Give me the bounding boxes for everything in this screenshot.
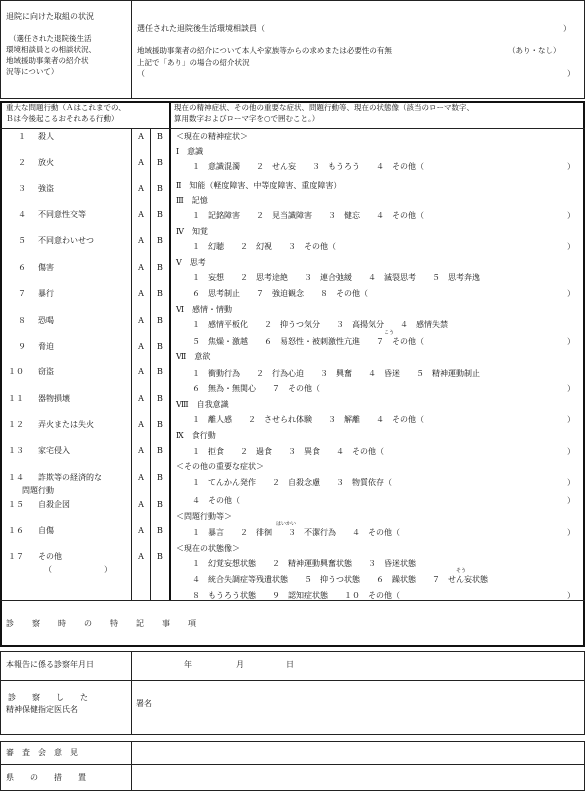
- behavior-number: １３: [8, 446, 24, 455]
- symptom-line[interactable]: １ 感情平板化 ２ 抑うつ気分 ３ 高揚気分 ４ 感情失禁: [176, 320, 448, 329]
- option-b[interactable]: B: [157, 394, 163, 403]
- symptom-line[interactable]: １ てんかん発作 ２ 自殺念慮 ３ 物質依存（: [176, 478, 392, 487]
- doctor-row-bottom: [0, 734, 585, 735]
- behavior-number: １０: [8, 367, 24, 376]
- option-b[interactable]: B: [157, 420, 163, 429]
- behavior-number: １１: [8, 394, 24, 403]
- notes-top: [0, 600, 585, 601]
- symptom-close-paren: ）: [567, 496, 575, 505]
- discharge-title: 退院に向けた取組の状況: [6, 12, 94, 21]
- date-row-top: [0, 651, 585, 652]
- option-b[interactable]: B: [157, 184, 163, 193]
- option-a[interactable]: A: [138, 473, 144, 482]
- ruby-annotation: はいかい: [276, 521, 297, 527]
- behavior-label: 放火: [38, 158, 54, 167]
- symptom-line[interactable]: ＜問題行動等＞: [176, 512, 232, 521]
- option-b[interactable]: B: [157, 132, 163, 141]
- behavior-label: 不同意性交等: [38, 210, 86, 219]
- option-a[interactable]: A: [138, 289, 144, 298]
- behavior-number: ３: [18, 184, 26, 193]
- symptom-line[interactable]: １ 拒食 ２ 過食 ３ 異食 ４ その他（: [176, 447, 384, 456]
- behavior-number: １: [18, 132, 26, 141]
- review-left-border: [0, 741, 1, 790]
- option-a[interactable]: A: [138, 394, 144, 403]
- symptom-close-paren: ）: [567, 591, 575, 600]
- behavior-number: １２: [8, 420, 24, 429]
- symptom-close-paren: ）: [567, 211, 575, 220]
- top-left-border: [0, 0, 1, 98]
- behavior-number: ９: [18, 342, 26, 351]
- ruby-annotation: そう: [456, 568, 467, 574]
- behavior-label: 詐欺等の経済的な: [38, 473, 102, 482]
- exam-day[interactable]: 日: [286, 660, 294, 669]
- symptom-line[interactable]: ６ 無為・無関心 ７ その他（: [176, 384, 320, 393]
- symptom-line[interactable]: ５ 焦燥・激越 ６ 易怒性・被刺激性亢進 ７ その他（: [176, 337, 424, 346]
- option-b[interactable]: B: [157, 316, 163, 325]
- symptom-line[interactable]: １ 妄想 ２ 思考途絶 ３ 連合弛緩 ４ 滅裂思考 ５ 思考奔逸: [176, 273, 480, 282]
- exam-month[interactable]: 月: [236, 660, 244, 669]
- symptom-line[interactable]: １ 記銘障害 ２ 見当識障害 ３ 健忘 ４ その他（: [176, 211, 424, 220]
- symptom-line[interactable]: １ 幻聴 ２ 幻視 ３ その他（: [176, 242, 336, 251]
- option-b[interactable]: B: [157, 236, 163, 245]
- a-col-left: [131, 128, 132, 600]
- counselor-label: 選任された退院後生活環境相談員（: [137, 24, 265, 33]
- symptom-close-paren: ）: [567, 384, 575, 393]
- behavior-header-line: Ｂは今後起こるおそれある行動）: [6, 114, 119, 123]
- discharge-note-line: 況等について）: [6, 67, 59, 76]
- option-a[interactable]: A: [138, 420, 144, 429]
- behavior-label-continued: 問題行動: [22, 486, 54, 495]
- behavior-label: 自傷: [38, 526, 54, 535]
- referral-status-label: 上記で「あり」の場合の紹介状況: [137, 58, 250, 67]
- discharge-note-line: （選任された退院後生活: [9, 34, 92, 43]
- option-b[interactable]: B: [157, 473, 163, 482]
- lower-divider: [131, 651, 132, 734]
- other-paren-close: ）: [104, 565, 112, 574]
- a-col-right: [150, 128, 151, 600]
- symptom-line[interactable]: Ⅰ 意識: [176, 147, 204, 156]
- behavior-label: 窃盗: [38, 367, 54, 376]
- behavior-number: ５: [18, 236, 26, 245]
- behavior-header-line: 重大な問題行動（Ａはこれまでの、: [6, 103, 126, 112]
- symptom-line[interactable]: ＜その他の重要な症状＞: [176, 462, 264, 471]
- behavior-label: 自殺企図: [38, 500, 70, 509]
- mid-bottom-border: [0, 645, 585, 647]
- prefecture-measure-label: 県 の 措 置: [6, 773, 86, 782]
- option-a[interactable]: A: [138, 316, 144, 325]
- behavior-number: １６: [8, 526, 24, 535]
- behavior-label: 暴行: [38, 289, 54, 298]
- mid-divider: [169, 101, 171, 601]
- behavior-number: ８: [18, 316, 26, 325]
- ruby-annotation: こう: [384, 330, 395, 336]
- doctor-label-line2: 精神保健指定医氏名: [6, 705, 78, 714]
- review-top: [0, 741, 585, 742]
- symptom-line[interactable]: Ⅳ 知覚: [176, 227, 208, 236]
- behavior-label: その他: [38, 552, 62, 561]
- symptom-header-line: 現在の精神症状、その他の重要な症状、問題行動等、現在の状態像（該当のローマ数字、: [174, 103, 474, 112]
- symptom-close-paren: ）: [567, 528, 575, 537]
- symptom-line[interactable]: ＜現在の状態像＞: [176, 544, 240, 553]
- referral-options[interactable]: （あり・なし）: [508, 46, 561, 55]
- behavior-number: ２: [18, 158, 26, 167]
- symptom-close-paren: ）: [567, 162, 575, 171]
- symptom-close-paren: ）: [567, 289, 575, 298]
- symptom-header-line: 算用数字およびローマ字を○で囲むこと。）: [174, 114, 320, 123]
- symptom-line[interactable]: ４ 統合失調症等残遺状態 ５ 抑うつ状態 ６ 躁状態 ７ せん妄状態: [176, 575, 488, 584]
- option-a[interactable]: A: [138, 526, 144, 535]
- symptom-line[interactable]: Ⅲ 記憶: [176, 196, 208, 205]
- referral-question: 地域援助事業者の紹介について本人や家族等からの求めまたは必要性の有無: [137, 46, 392, 55]
- date-row-bottom: [0, 680, 585, 681]
- symptom-line[interactable]: １ 衝動行為 ２ 行為心迫 ３ 興奮 ４ 昏迷 ５ 精神運動制止: [176, 369, 480, 378]
- mid-left-border: [0, 101, 2, 647]
- symptom-line[interactable]: １ 暴言 ２ 徘徊 ３ 不潔行為 ４ その他（: [176, 528, 400, 537]
- option-a[interactable]: A: [138, 210, 144, 219]
- option-a[interactable]: A: [138, 236, 144, 245]
- exam-year[interactable]: 年: [184, 660, 192, 669]
- referral-paren-close: ）: [567, 69, 575, 78]
- counselor-close-paren: ）: [563, 24, 571, 33]
- behavior-number: １５: [8, 500, 24, 509]
- behavior-number: ６: [18, 263, 26, 272]
- option-b[interactable]: B: [157, 526, 163, 535]
- top-border: [0, 0, 585, 1]
- review-mid: [0, 764, 585, 765]
- behavior-number: ７: [18, 289, 26, 298]
- symptom-line[interactable]: Ⅵ 感情・情動: [176, 305, 233, 314]
- exam-date-label: 本報告に係る診察年月日: [6, 660, 94, 669]
- option-b[interactable]: B: [157, 158, 163, 167]
- option-a[interactable]: A: [138, 342, 144, 351]
- other-paren-open: （: [44, 565, 52, 574]
- symptom-line[interactable]: ８ もうろう状態 ９ 認知症状態 １０ その他（: [176, 591, 400, 600]
- option-b[interactable]: B: [157, 446, 163, 455]
- symptom-line[interactable]: ６ 思考制止 ７ 強迫観念 ８ その他（: [176, 289, 368, 298]
- option-a[interactable]: A: [138, 367, 144, 376]
- option-b[interactable]: B: [157, 289, 163, 298]
- option-a[interactable]: A: [138, 132, 144, 141]
- behavior-number: １４: [8, 473, 24, 482]
- signature-field[interactable]: 署名: [136, 699, 152, 708]
- behavior-label: 不同意わいせつ: [38, 236, 94, 245]
- behavior-label: 傷害: [38, 263, 54, 272]
- option-b[interactable]: B: [157, 263, 163, 272]
- option-b[interactable]: B: [157, 342, 163, 351]
- symptom-line[interactable]: Ⅷ 自我意識: [176, 400, 229, 409]
- discharge-note-line: 地域援助事業者の紹介状: [6, 56, 89, 65]
- symptom-close-paren: ）: [567, 242, 575, 251]
- option-b[interactable]: B: [157, 210, 163, 219]
- option-a[interactable]: A: [138, 446, 144, 455]
- behavior-label: 脅迫: [38, 342, 54, 351]
- symptom-line[interactable]: Ⅴ 思考: [176, 258, 206, 267]
- symptom-line[interactable]: １ 離人感 ２ させられ体験 ３ 解離 ４ その他（: [176, 415, 424, 424]
- mid-header-bottom: [0, 128, 585, 129]
- symptom-line[interactable]: Ⅱ 知能（軽度障害、中等度障害、重度障害）: [176, 181, 342, 190]
- review-opinion-label: 審 査 会 意 見: [6, 748, 78, 757]
- top-divider: [131, 0, 132, 98]
- option-a[interactable]: A: [138, 184, 144, 193]
- symptom-line[interactable]: １ 意識混濁 ２ せん妄 ３ もうろう ４ その他（: [176, 162, 424, 171]
- symptom-line[interactable]: Ⅶ 意欲: [176, 352, 211, 361]
- symptom-line[interactable]: ４ その他（: [176, 496, 240, 505]
- option-b[interactable]: B: [157, 552, 163, 561]
- symptom-line[interactable]: Ⅸ 食行動: [176, 431, 216, 440]
- symptom-close-paren: ）: [567, 415, 575, 424]
- option-a[interactable]: A: [138, 158, 144, 167]
- symptom-line[interactable]: １ 幻覚妄想状態 ２ 精神運動興奮状態 ３ 昏迷状態: [176, 559, 416, 568]
- option-b[interactable]: B: [157, 500, 163, 509]
- behavior-label: 殺人: [38, 132, 54, 141]
- top-section-bottom: [0, 98, 585, 99]
- review-divider: [131, 741, 132, 790]
- symptom-close-paren: ）: [567, 447, 575, 456]
- option-a[interactable]: A: [138, 500, 144, 509]
- behavior-number: ４: [18, 210, 26, 219]
- referral-paren-open: （: [137, 69, 145, 78]
- symptom-line[interactable]: ＜現在の精神症状＞: [176, 132, 248, 141]
- behavior-label: 強盗: [38, 184, 54, 193]
- symptom-close-paren: ）: [567, 337, 575, 346]
- option-a[interactable]: A: [138, 552, 144, 561]
- option-b[interactable]: B: [157, 367, 163, 376]
- behavior-label: 家宅侵入: [38, 446, 70, 455]
- behavior-label: 弄火または失火: [38, 420, 94, 429]
- behavior-label: 器物損壊: [38, 394, 70, 403]
- behavior-number: １７: [8, 552, 24, 561]
- behavior-label: 恐喝: [38, 316, 54, 325]
- notes-label: 診 察 時 の 特 記 事 項: [6, 619, 201, 628]
- lower-left-border: [0, 651, 1, 734]
- symptom-close-paren: ）: [567, 478, 575, 487]
- option-a[interactable]: A: [138, 263, 144, 272]
- doctor-label-line1: 診 察 し た: [8, 693, 88, 702]
- discharge-note-line: 環境相談員との相談状況、: [6, 45, 96, 54]
